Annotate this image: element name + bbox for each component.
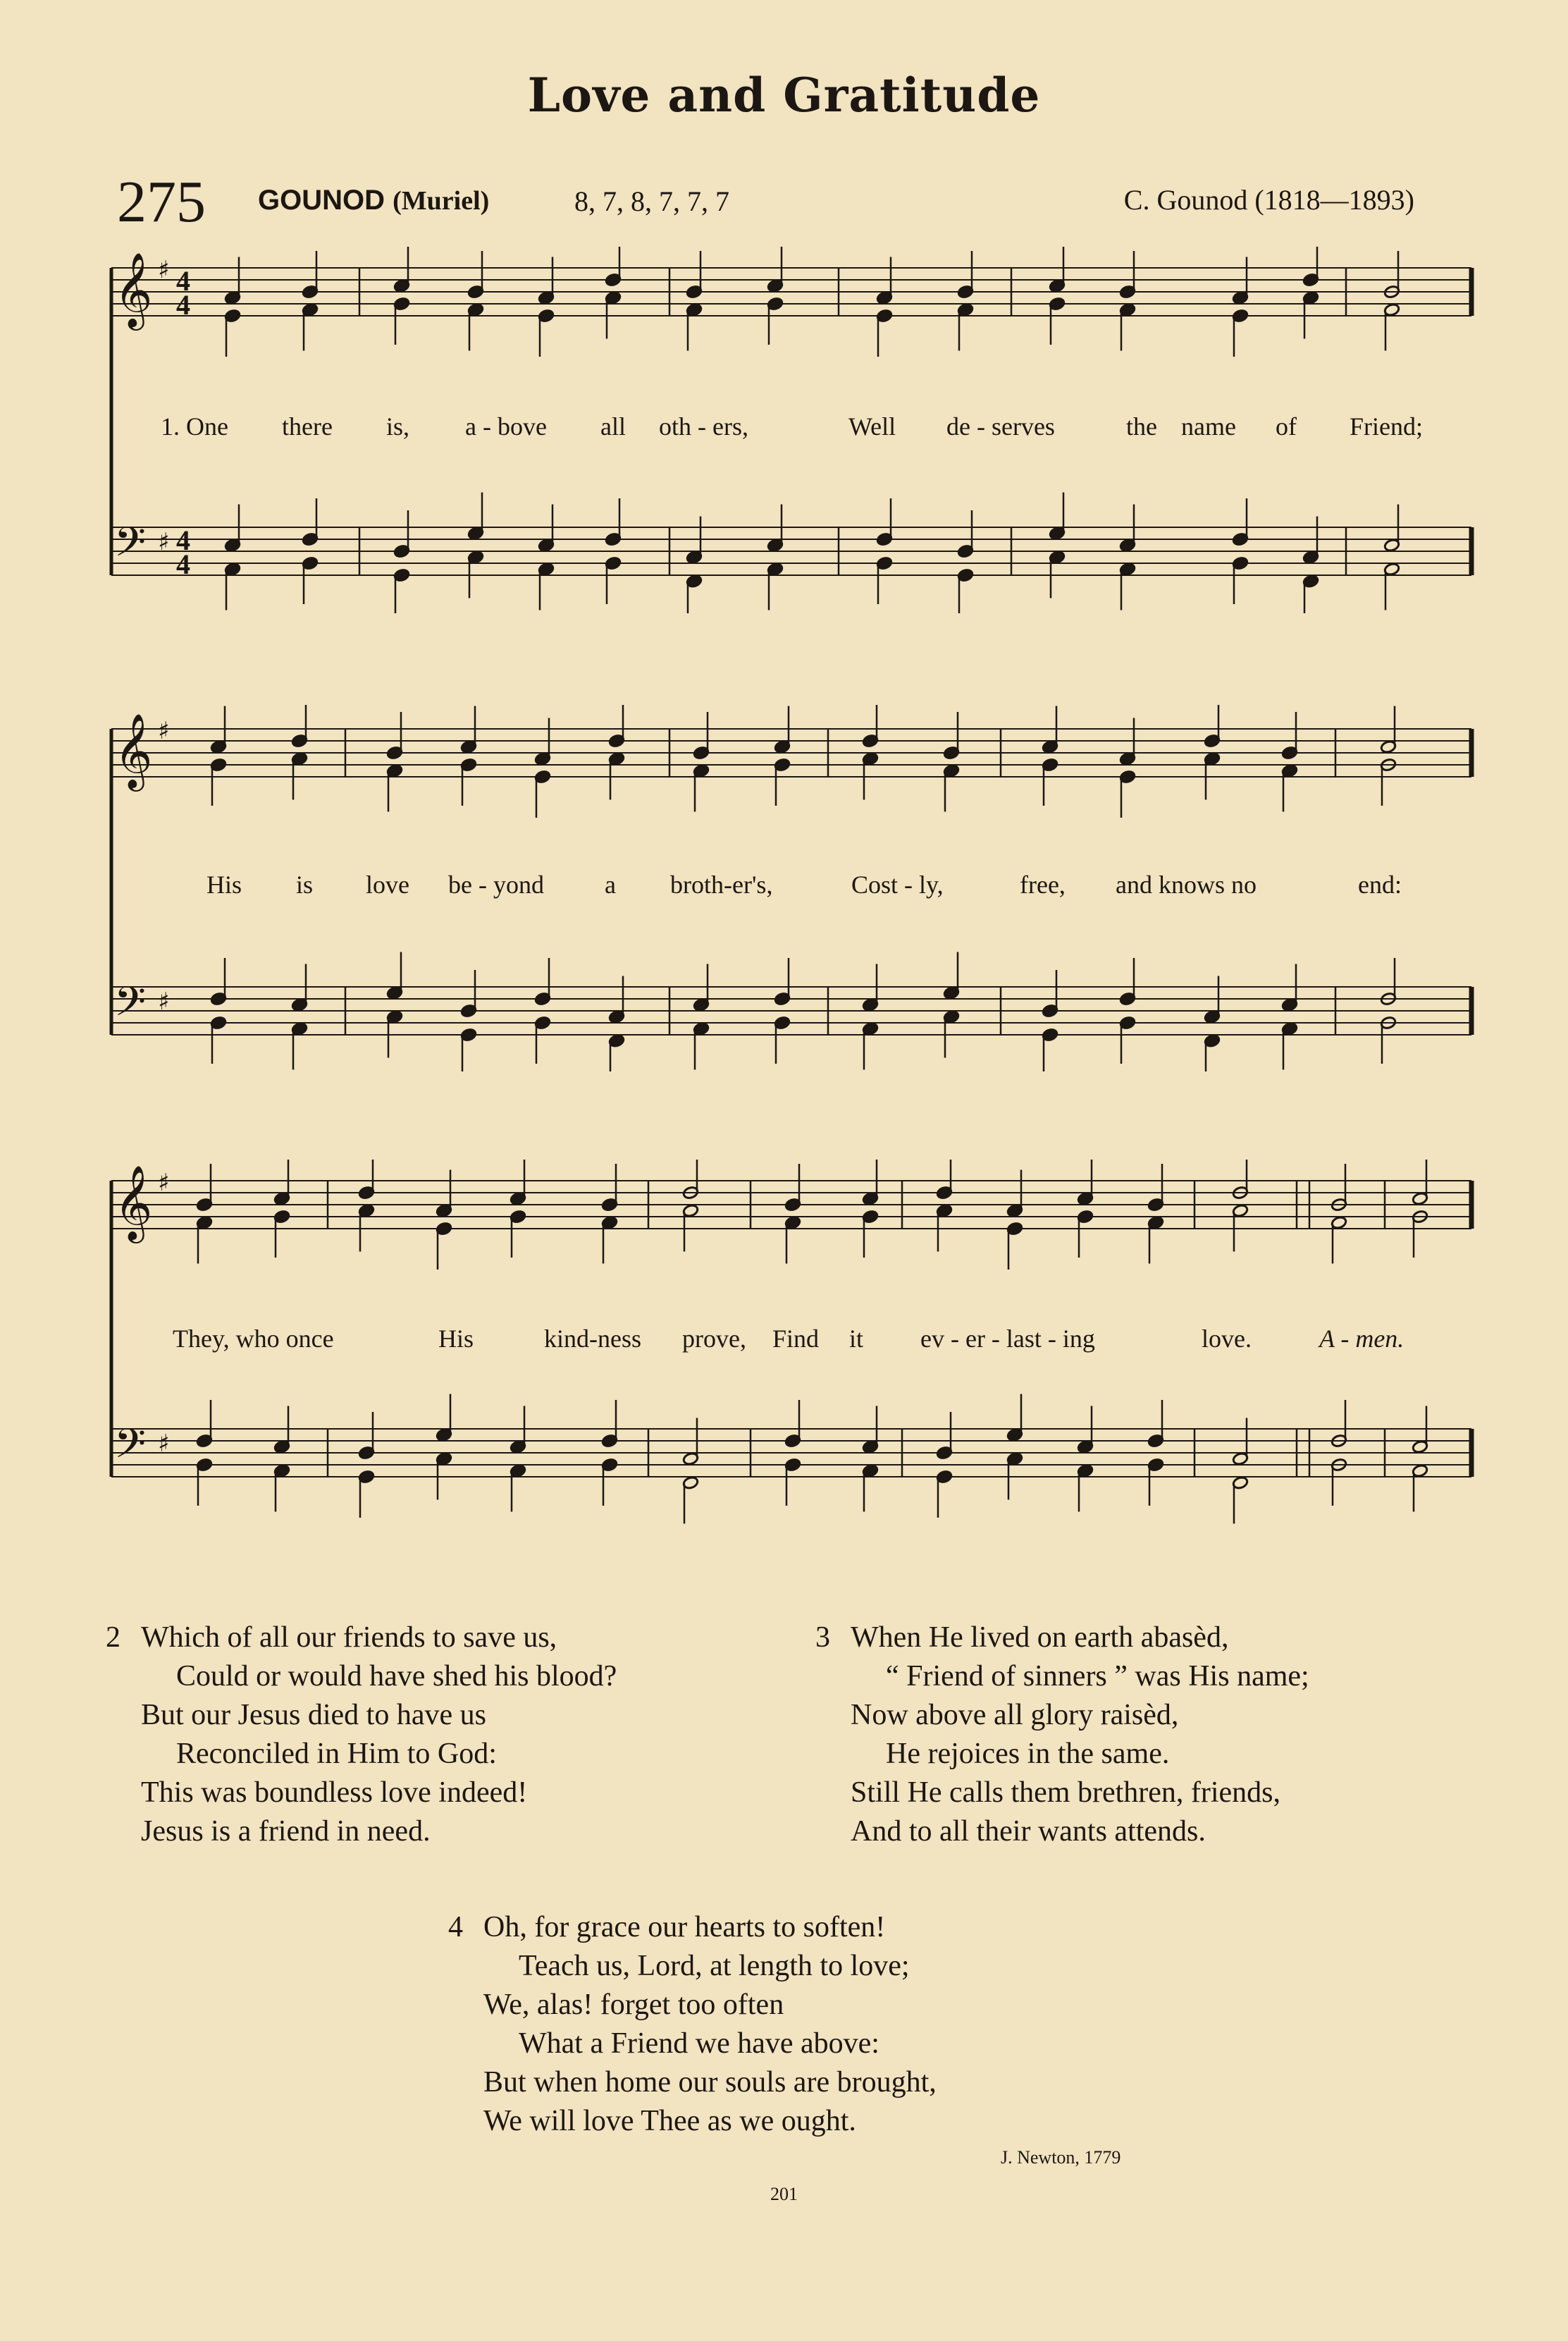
bass-clef-icon: 𝄢 (114, 978, 147, 1036)
stanza-line: Which of all our friends to save us, (141, 1621, 557, 1654)
time-signature-icon: 4 (176, 524, 190, 556)
sharp-icon: ♯ (158, 256, 170, 284)
lyric-syllable: They, who once (173, 1325, 334, 1353)
lyric-syllable: a (605, 871, 616, 899)
stanza-line: But our Jesus died to have us (141, 1699, 486, 1731)
page-number: 201 (770, 2184, 798, 2204)
stanza-line: But when home our souls are brought, (483, 2066, 937, 2099)
stanza-line: When He lived on earth abasèd, (851, 1621, 1229, 1654)
sharp-icon: ♯ (158, 1169, 170, 1197)
stanza-2 (106, 1618, 617, 1851)
lyric-syllable: Friend; (1350, 412, 1423, 441)
amen-lyric: A - men. (1319, 1325, 1405, 1353)
sharp-icon: ♯ (158, 988, 170, 1016)
treble-clef-icon: 𝄞 (114, 713, 153, 788)
lyric-syllable: is, (386, 412, 410, 441)
lyric-syllable: ev - er - last - ing (920, 1325, 1095, 1353)
stanza-line: What a Friend we have above: (519, 2027, 879, 2060)
stanza-line: Teach us, Lord, at length to love; (519, 1950, 910, 1982)
composer-credit: C. Gounod (1818—1893) (1123, 184, 1414, 216)
stanza-line: We, alas! forget too often (483, 1989, 784, 2021)
hymn-number: 275 (117, 169, 206, 235)
lyric-syllable: and knows no (1116, 871, 1257, 899)
music-system-1 (0, 247, 1568, 613)
stanza-line: This was boundless love indeed! (141, 1776, 528, 1809)
time-signature-icon: 4 (176, 289, 190, 321)
stanza-line: Jesus is a friend in need. (141, 1815, 431, 1848)
page-title: Love and Gratitude (527, 68, 1041, 123)
lyric-syllable: broth-er's, (670, 871, 773, 899)
bass-clef-icon: 𝄢 (114, 1420, 147, 1477)
lyric-syllable: is (296, 871, 314, 899)
tune-name (258, 185, 489, 216)
time-signature-icon: 4 (176, 265, 190, 297)
lyric-syllable: end: (1358, 871, 1402, 899)
tune-name-text: GOUNOD (258, 185, 385, 216)
stanza-number: 4 (448, 1911, 463, 1943)
lyric-syllable: there (282, 412, 333, 441)
lyric-syllable: de - serves (946, 412, 1055, 441)
lyric-syllable: Cost - ly, (851, 871, 944, 899)
time-signature-icon: 4 (176, 548, 190, 580)
lyric-syllable: love (366, 871, 409, 899)
lyric-syllable: kind-ness (544, 1325, 641, 1353)
lyric-syllable: His (206, 871, 242, 899)
stanza-line: And to all their wants attends. (851, 1815, 1206, 1848)
sharp-icon: ♯ (158, 1430, 170, 1458)
stanza-line: Now above all glory raisèd, (851, 1699, 1179, 1731)
stanza-line: We will love Thee as we ought. (483, 2105, 856, 2137)
lyric-syllable: the (1126, 412, 1157, 441)
stanza-line: “ Friend of sinners ” was His name; (886, 1660, 1309, 1692)
stanza-line: Reconciled in Him to God: (176, 1738, 497, 1770)
lyric-syllable: Find (772, 1325, 820, 1353)
stanza-line: Oh, for grace our hearts to soften! (483, 1911, 886, 1943)
lyric-syllable: be - yond (448, 871, 544, 899)
meter: 8, 7, 8, 7, 7, 7 (574, 185, 729, 217)
stanza-number: 3 (815, 1621, 830, 1654)
lyric-syllable: name (1181, 412, 1236, 441)
stanza-3 (815, 1618, 1309, 1851)
stanza-line: He rejoices in the same. (886, 1738, 1170, 1770)
lyric-syllable: His (438, 1325, 474, 1353)
lyric-syllable: of (1276, 412, 1297, 441)
stanza-number: 2 (106, 1621, 121, 1654)
lyric-syllable: oth - ers, (659, 412, 748, 441)
treble-clef-icon: 𝄞 (114, 1165, 153, 1240)
sharp-icon: ♯ (158, 717, 170, 745)
stanza-4 (448, 1908, 937, 2141)
treble-clef-icon: 𝄞 (114, 252, 153, 327)
lyric-syllable: Well (848, 412, 896, 441)
sharp-icon: ♯ (158, 528, 170, 556)
stanza-line: Still He calls them brethren, friends, (851, 1776, 1281, 1809)
bass-clef-icon: 𝄢 (114, 518, 147, 576)
tune-alt-name: (Muriel) (393, 186, 490, 216)
lyric-syllable: prove, (682, 1325, 746, 1353)
stanza-line: Could or would have shed his blood? (176, 1660, 617, 1692)
lyric-syllable: 1. One (161, 412, 228, 441)
lyric-syllable: it (849, 1325, 864, 1353)
lyric-syllable: all (600, 412, 626, 441)
lyric-syllable: love. (1202, 1325, 1252, 1353)
lyric-syllable: free, (1020, 871, 1066, 899)
author-credit: J. Newton, 1779 (1001, 2147, 1121, 2168)
lyric-syllable: a - bove (465, 412, 547, 441)
